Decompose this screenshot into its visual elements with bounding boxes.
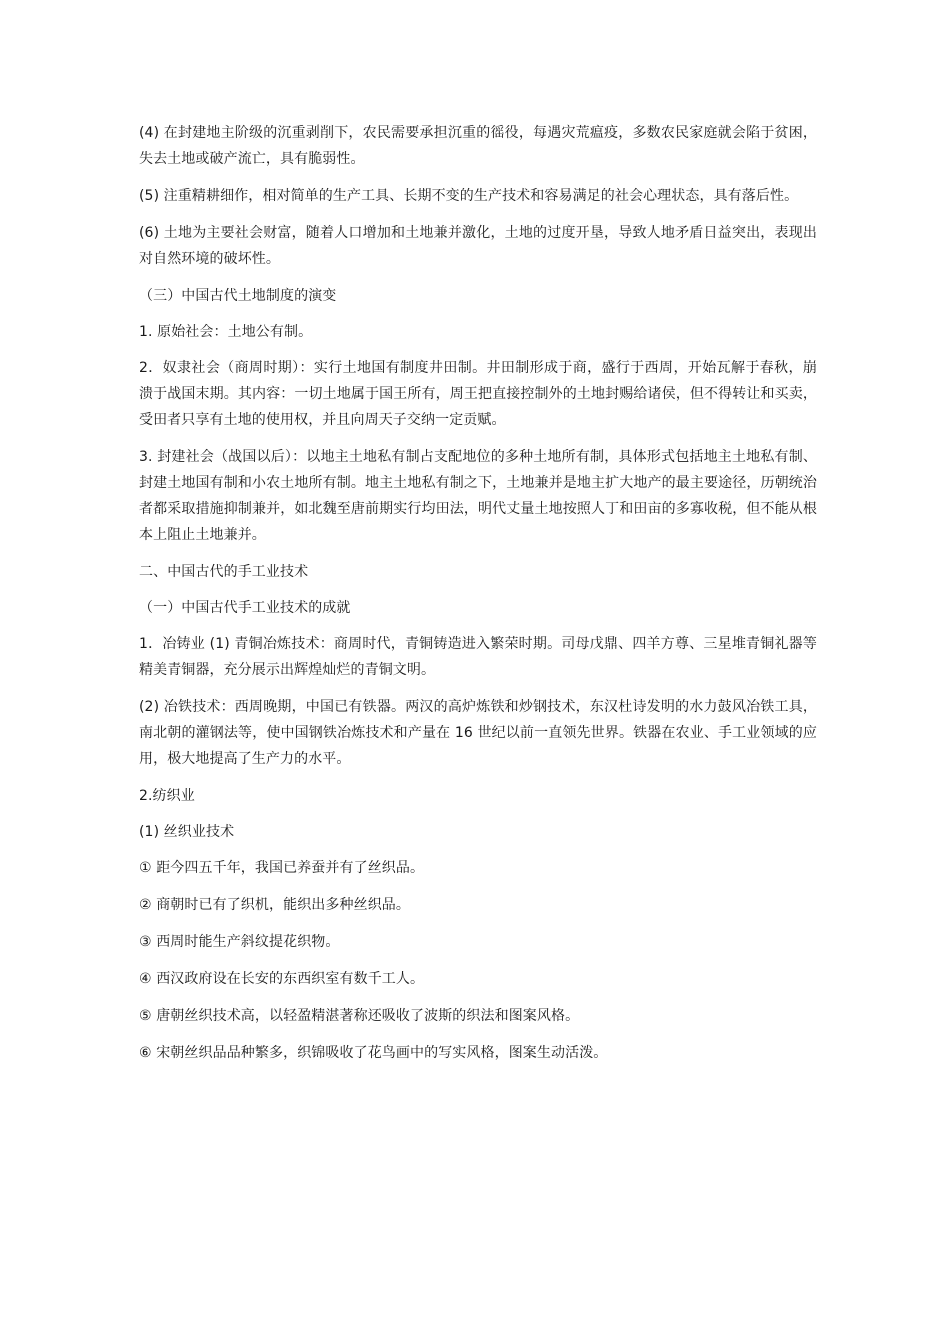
- paragraph-bronze: 1．冶铸业 (1) 青铜冶炼技术：商周时代，青铜铸造进入繁荣时期。司母戊鼎、四羊方尊、三星堆青铜礼器等精美青铜器，充分展示出辉煌灿烂的青铜文明。: [139, 636, 817, 678]
- heading-land-system: （三）中国古代土地制度的演变: [139, 288, 337, 304]
- list-item-silk-1: ① 距今四五千年，我国已养蚕并有了丝织品。: [139, 860, 425, 876]
- paragraph-backwardness: (5) 注重精耕细作，相对简单的生产工具、长期不变的生产技术和容易满足的社会心理状态，具有落后性。: [139, 188, 799, 204]
- list-item-slavery: 2．奴隶社会（商周时期）：实行土地国有制度井田制。井田制形成于商，盛行于西周，开始瓦解于春秋，崩溃于战国末期。其内容：一切土地属于国王所有，周王把直接控制外的土地封赐给诸侯，但不得转让和买卖，受田者只享有土地的使用权，并且向周天子交纳一定贡赋。: [139, 360, 817, 428]
- paragraph-peasant-fragility: (4) 在封建地主阶级的沉重剥削下，农民需要承担沉重的徭役，每遇灾荒瘟疫，多数农民家庭就会陷于贫困，失去土地或破产流亡，具有脆弱性。: [139, 125, 817, 167]
- paragraph-iron: (2) 冶铁技术：西周晚期，中国已有铁器。两汉的高炉炼铁和炒钢技术，东汉杜诗发明的水力鼓风冶铁工具，南北朝的灌钢法等，使中国钢铁冶炼技术和产量在 16 世纪以前一直领先世界。铁器在农业、手工业领域的应用，极大地提高了生产力的水平。: [139, 699, 817, 767]
- list-item-silk-3: ③ 西周时能生产斜纹提花织物。: [139, 934, 340, 950]
- heading-textile: 2.纺织业: [139, 788, 195, 804]
- list-item-primitive: 1. 原始社会：土地公有制。: [139, 324, 313, 340]
- paragraph-environment: (6) 土地为主要社会财富，随着人口增加和土地兼并激化，土地的过度开垦，导致人地矛盾日益突出，表现出对自然环境的破坏性。: [139, 225, 817, 267]
- heading-achievements: （一）中国古代手工业技术的成就: [139, 600, 351, 616]
- heading-silk: (1) 丝织业技术: [139, 824, 235, 840]
- document-page: [139, 120, 817, 1077]
- heading-handicraft: 二、中国古代的手工业技术: [139, 564, 309, 580]
- list-item-feudal: 3. 封建社会（战国以后）：以地主土地私有制占支配地位的多种土地所有制，具体形式包括地主土地私有制、封建土地国有制和小农土地所有制。地主土地私有制之下，土地兼并是地主扩大地产的最主要途径，历朝统治者都采取措施抑制兼并，如北魏至唐前期实行均田法，明代丈量土地按照人丁和田亩的多寡收税，但不能从根本上阻止土地兼并。: [139, 449, 817, 543]
- list-item-silk-5: ⑤ 唐朝丝织技术高，以轻盈精湛著称还吸收了波斯的织法和图案风格。: [139, 1008, 580, 1024]
- list-item-silk-4: ④ 西汉政府设在长安的东西织室有数千工人。: [139, 971, 425, 987]
- list-item-silk-2: ② 商朝时已有了织机，能织出多种丝织品。: [139, 897, 410, 913]
- list-item-silk-6: ⑥ 宋朝丝织品品种繁多，织锦吸收了花鸟画中的写实风格，图案生动活泼。: [139, 1045, 608, 1061]
